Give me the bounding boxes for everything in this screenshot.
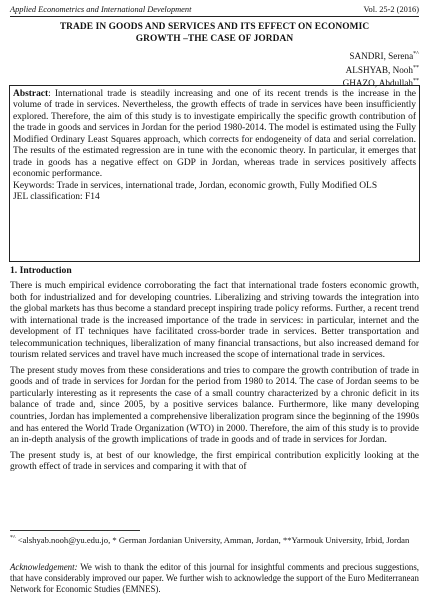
- abstract-box: [9, 85, 420, 262]
- author-2: ALSHYAB, Nooh**: [345, 64, 419, 75]
- journal-name: Applied Econometrics and International Development: [10, 5, 192, 14]
- footnote-rule: [10, 530, 140, 531]
- author-1-mark: *^: [413, 51, 419, 57]
- author-2-mark: **: [413, 64, 419, 71]
- paper-title-line-2: GROWTH –THE CASE OF JORDAN: [135, 33, 294, 44]
- footnote-mark: *^: [10, 535, 16, 541]
- author-3-mark: **: [413, 78, 419, 85]
- section-heading-introduction: 1. Introduction: [10, 265, 72, 276]
- intro-paragraph-2: The present study moves from these considerations and tries to compare the growth contribution of trade in goods and of trade in services for Jordan for the period from 1980 to 2014. The case of Jordan seems to be particularly interesting as it represents the case of a small country characterized by a chronic deficit in its balance of trade and, since 2005, by a positive services balance. Furthermore, like many developing countries, Jordan has implemented a comprehensive liberalization program since the beginning of the 1990s and has entered the World Trade Organization (WTO) in 2000. Therefore, the aim of this study is to provide an in-depth analysis of the growth implications of trade in goods and of trade in services for Jordan.: [10, 365, 419, 446]
- paper-title-line-1: TRADE IN GOODS AND SERVICES AND ITS EFFECT ON ECONOMIC: [59, 22, 370, 32]
- keywords: Keywords: Trade in services, international trade, Jordan, economic growth, Fully Modified OLS: [13, 180, 378, 191]
- acknowledgement: [10, 562, 419, 594]
- introduction-body: [10, 281, 419, 478]
- footnote-text: <alshyab.nooh@yu.edu.jo, * German Jordanian University, Amman, Jordan, **Yarmouk University, Irbid, Jordan: [15, 534, 410, 545]
- author-3: GHAZO, Abdullah**: [342, 78, 419, 89]
- acknowledgement-label: Acknowledgement:: [10, 562, 78, 572]
- author-1: SANDRI, Serena*^: [349, 51, 419, 62]
- jel-classification: JEL classification: F14: [13, 192, 100, 203]
- author-list: [343, 49, 419, 90]
- intro-paragraph-1: There is much empirical evidence corroborating the fact that international trade fosters economic growth, both for industrialized and for developing countries. Liberalizing and striving towards the integration into the global markets has thus become a standard precept inspiring trade policy reforms. Further, a recent trend with international trade is the increased importance of the trade in services: in particular, internet and the development of IT techniques have facilitated cross-border trade in services. Better transportation and telecommunication techniques, liberalization of many financial transactions, but also increased demand for tourism related services and travel have much increased the scope of international trade in services.: [10, 281, 419, 361]
- header-rule: [10, 16, 419, 17]
- intro-paragraph-3: The present study is, at best of our knowledge, the first empirical contribution explicitly looking at the growth effect of trade in services and comparing it with that of: [10, 450, 419, 473]
- abstract-paragraph: [13, 89, 416, 181]
- acknowledgement-text: We wish to thank the editor of this journal for insightful comments and precious suggestions, that have considerably improved our paper. We further wish to acknowledge the support of the Euro Mediterranean Network for Economic Studies (EMNES).: [10, 562, 419, 594]
- running-header: [10, 3, 419, 15]
- volume-label: Vol. 25-2 (2016): [363, 5, 419, 14]
- paper-title: [10, 22, 419, 45]
- abstract-text: : International trade is steadily increasing and one of its recent trends is the increase in the volume of trade in services. Nevertheless, the growth effects of trade in services have been insufficiently explored. Therefore, the aim of this study is to investigate empirically the specific growth contribution of the trade in goods and services in Jordan for the period 1980-2014. The model is estimated using the Fully Modified Ordinary Least Squares approach, which corrects for endogeneity of data and serial correlation. The results of the estimated regression are in tune with the economic theory. In particular, it emerges that trade in goods has a negative effect on GDP in Jordan, whereas trade in services positively affects economic performance.: [13, 89, 416, 180]
- abstract-label: Abstract: [13, 89, 49, 99]
- footnote: [10, 533, 419, 546]
